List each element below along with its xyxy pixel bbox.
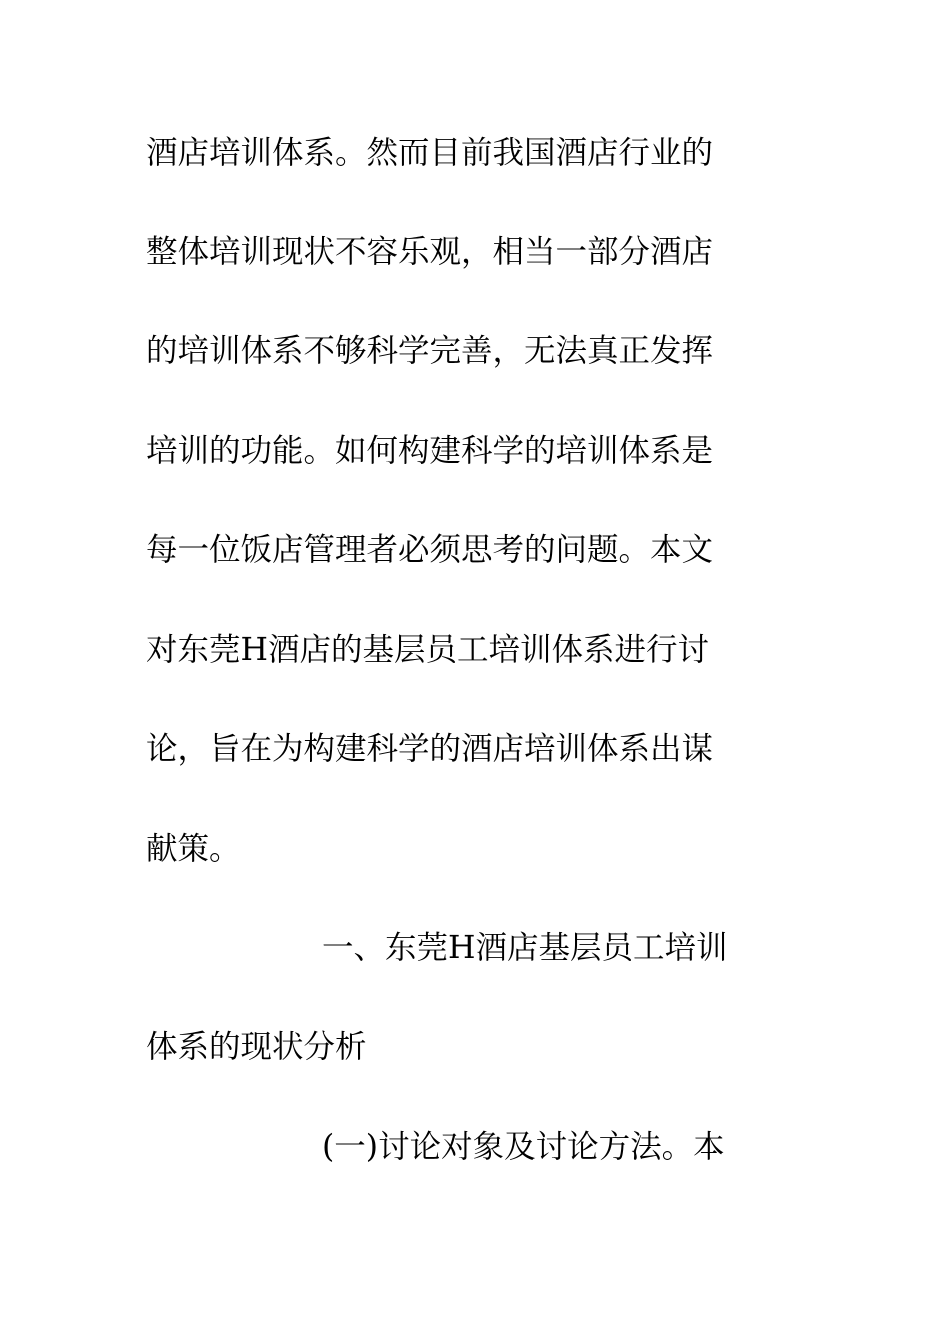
paragraph-line: 献策。 — [146, 831, 241, 867]
section-heading: 一、东莞H酒店基层员工培训 — [322, 930, 728, 966]
paragraph-line: 每一位饭店管理者必须思考的问题。本文 — [146, 532, 714, 568]
paragraph-line: 论，旨在为构建科学的酒店培训体系出谋 — [146, 731, 714, 767]
paragraph-line: 酒店培训体系。然而目前我国酒店行业的 — [146, 135, 714, 171]
paragraph-line: 的培训体系不够科学完善，无法真正发挥 — [146, 333, 714, 369]
paragraph-line: 对东莞H酒店的基层员工培训体系进行讨 — [146, 632, 709, 668]
paragraph-line: 整体培训现状不容乐观，相当一部分酒店 — [146, 234, 714, 270]
paragraph-line: 培训的功能。如何构建科学的培训体系是 — [146, 433, 714, 469]
subsection-heading: (一)讨论对象及讨论方法。本 — [322, 1129, 725, 1165]
section-heading-continued: 体系的现状分析 — [146, 1029, 367, 1065]
